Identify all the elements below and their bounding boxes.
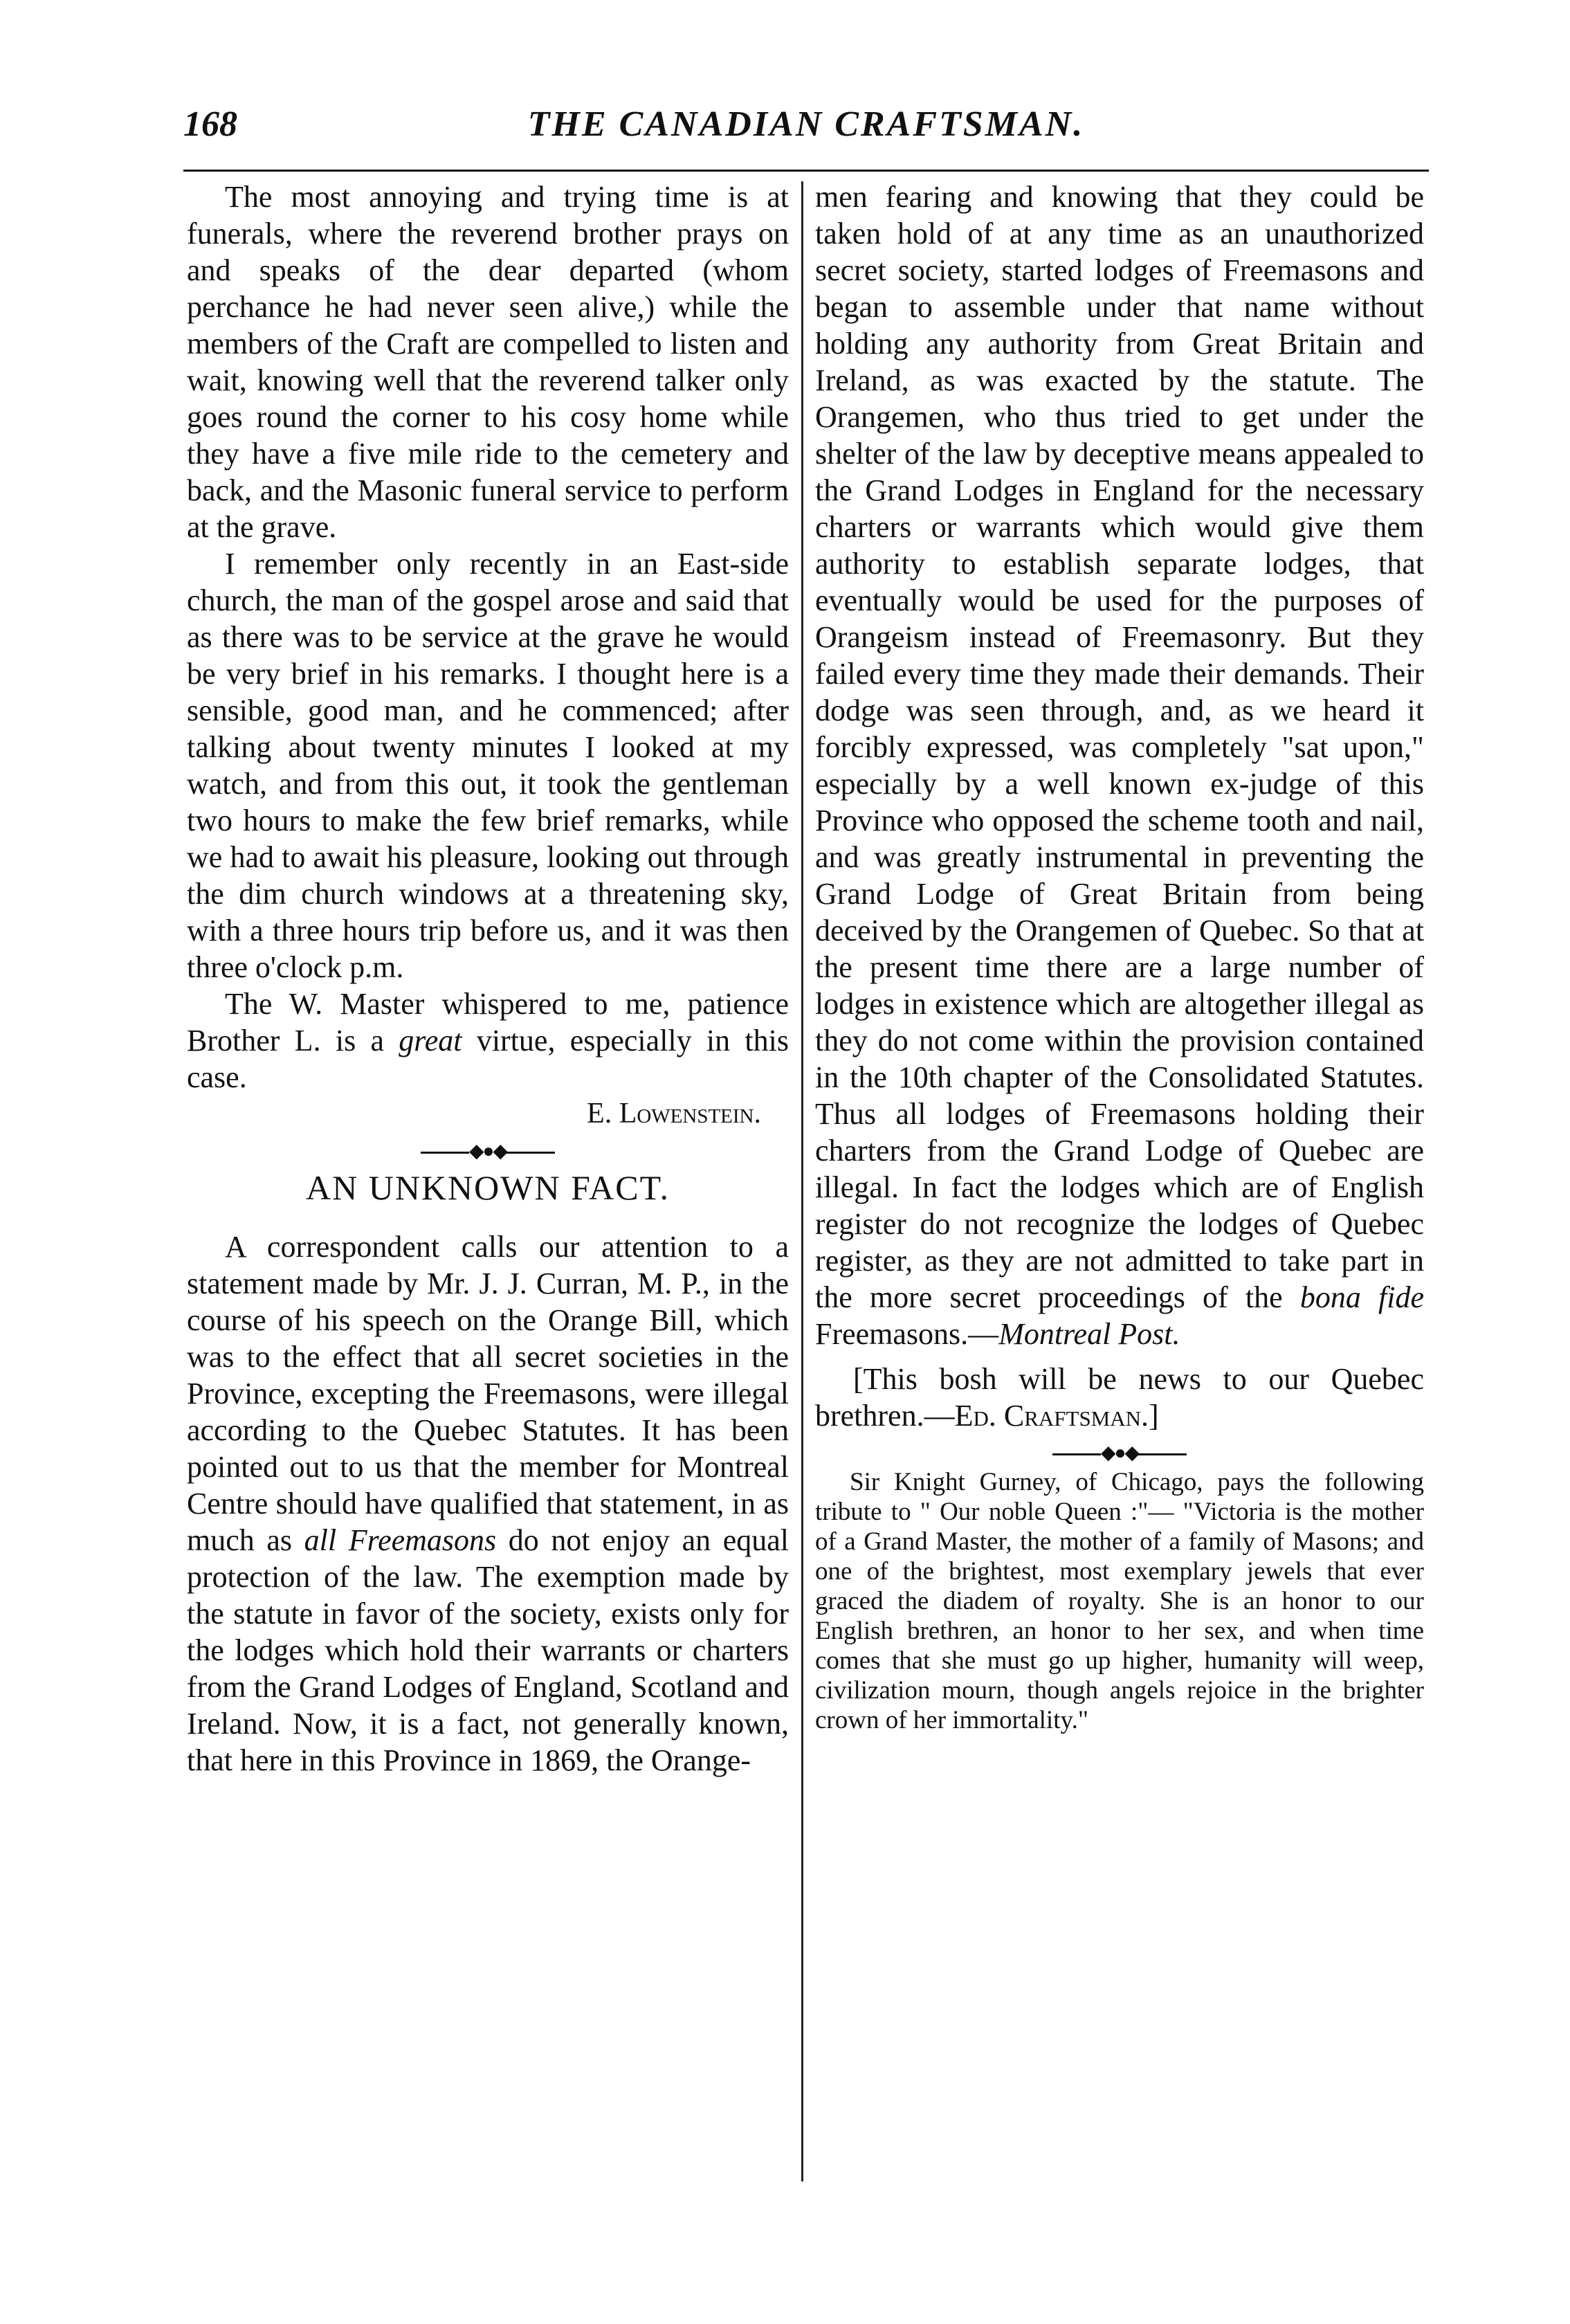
editor-note-text: [This bosh will be news to our Quebec brethren.— bbox=[815, 1362, 1424, 1433]
right-ornament-glyph: ◆●◆ bbox=[1101, 1442, 1138, 1464]
orangemen-text: men fearing and knowing that they could be taken hold of at any time as an unauthorized secret society, started lodges of Freemasons and began to assemble under that name without holding any authority from Great Britain and Ireland, as was exacted by the statute. The Orangemen, who thus tried to get under the shelter of the law by deceptive means appealed to the Grand Lodges in England for the necessary charters or warrants which would give them authority to establish separate lodges, that eventually would be used for the purposes of Orangeism instead of Freemasonry. But they failed every time they made their demands. Their dodge was seen through, and, as we heard it forcibly expressed, was completely "sat upon," especially by a well known ex-judge of this Province who opposed the scheme tooth and nail, and was greatly instrumental in preventing the Grand Lodge of Great Britain from being deceived by the Orangemen of Quebec. So that at the present time there are a large number of lodges in existence which are altogether illegal as they do not come within the provision contained in the 10th chapter of the Consolidated Statutes. Thus all lodges of Freemasons holding their charters from the Grand Lodge of Quebec are illegal. In fact the lodges which are of English register do not recognize the lodges of Quebec register, as they are not admitted to take part in the more secret proceedings of the bbox=[815, 180, 1424, 1314]
funeral-paragraph: The most annoying and trying time is at funerals, where the reverend brother prays on and speaks of the dear departed (whom perchance he had never seen alive,) while the members of the Craft are compelled to listen and wait, knowing well that the reverend talker only goes round the corner to his cosy home while they have a five mile ride to the cemetery and back, and the Masonic funeral service to perform at the grave. bbox=[187, 180, 789, 544]
orangemen-paragraph bbox=[815, 179, 1424, 1352]
running-title: THE CANADIAN CRAFTSMAN. bbox=[527, 105, 1085, 144]
page-number: 168 bbox=[183, 105, 237, 144]
master-paragraph bbox=[187, 986, 789, 1096]
right-column bbox=[815, 179, 1424, 1735]
queen-tribute-text: Sir Knight Gurney, of Chicago, pays the following tribute to " Our noble Queen :"— "Victoria is the mother of a Grand Master, the mother of a family of Masons; and one of the brightest, most exemplary jewels that ever graced the diadem of royalty. She is an honor to our English brethren, an honor to her sex, and when time comes that she must go up higher, humanity will weep, civilization mourn, though angels rejoice in the brighter crown of her immortality." bbox=[815, 1468, 1424, 1734]
editor-note bbox=[815, 1361, 1424, 1434]
page-header bbox=[183, 104, 1429, 159]
section-ornament bbox=[187, 1138, 789, 1165]
fact-text-italic: all Freemasons bbox=[304, 1523, 497, 1557]
section-heading: AN UNKNOWN FACT. bbox=[306, 1168, 670, 1207]
bona-fide-italic: bona fide bbox=[1299, 1280, 1425, 1314]
freemasons-text: Freemasons.— bbox=[815, 1317, 999, 1351]
right-ornament bbox=[815, 1440, 1424, 1467]
fact-text-a: A correspondent calls our attention to a statement made by Mr. J. J. Curran, M. P., in the course of his speech on the Orange Bill, which was to the effect that all secret societies in the Province, excepting the Freemasons, were illegal according to the Quebec Statutes. It has been pointed out to us that the member for Montreal Centre should have qualified that statement, in as much as bbox=[187, 1230, 789, 1557]
editor-note-close: ] bbox=[1149, 1399, 1159, 1433]
editor-signature: Ed. Craftsman. bbox=[954, 1399, 1149, 1433]
master-text-a: The W. Master whispered to me, patience Brother L. is a bbox=[187, 987, 789, 1057]
source-credit: Montreal Post. bbox=[998, 1317, 1180, 1351]
queen-tribute-note bbox=[815, 1467, 1424, 1735]
ornament-glyph: ◆●◆ bbox=[469, 1141, 506, 1162]
master-text-b: virtue, especially in this case. bbox=[187, 1024, 789, 1094]
header-rule bbox=[183, 170, 1429, 172]
column-divider bbox=[801, 181, 803, 2181]
left-column bbox=[187, 179, 789, 1779]
master-text-italic: great bbox=[399, 1024, 462, 1057]
fact-text-b: do not enjoy an equal protection of the law. The exemption made by the statute in favor of the society, exists only for the lodges which hold their warrants or charters from the Grand Lodges of England, Scotland and Ireland. Now, it is a fact, not generally known, that here in this Province in 1869, the Orange- bbox=[187, 1523, 789, 1777]
author-signature: E. Lowenstein. bbox=[587, 1098, 761, 1129]
unknown-fact-paragraph bbox=[187, 1228, 789, 1779]
church-paragraph: I remember only recently in an East-side church, the man of the gospel arose and said that as there was to be service at the grave he would be very brief in his remarks. I thought here is a sensible, good man, and he commenced; after talking about twenty minutes I looked at my watch, and from this out, it took the gentleman two hours to make the few brief remarks, while we had to await his pleasure, looking out through the dim church windows at a threatening sky, with a three hours trip before us, and it was then three o'clock p.m. bbox=[187, 547, 789, 984]
